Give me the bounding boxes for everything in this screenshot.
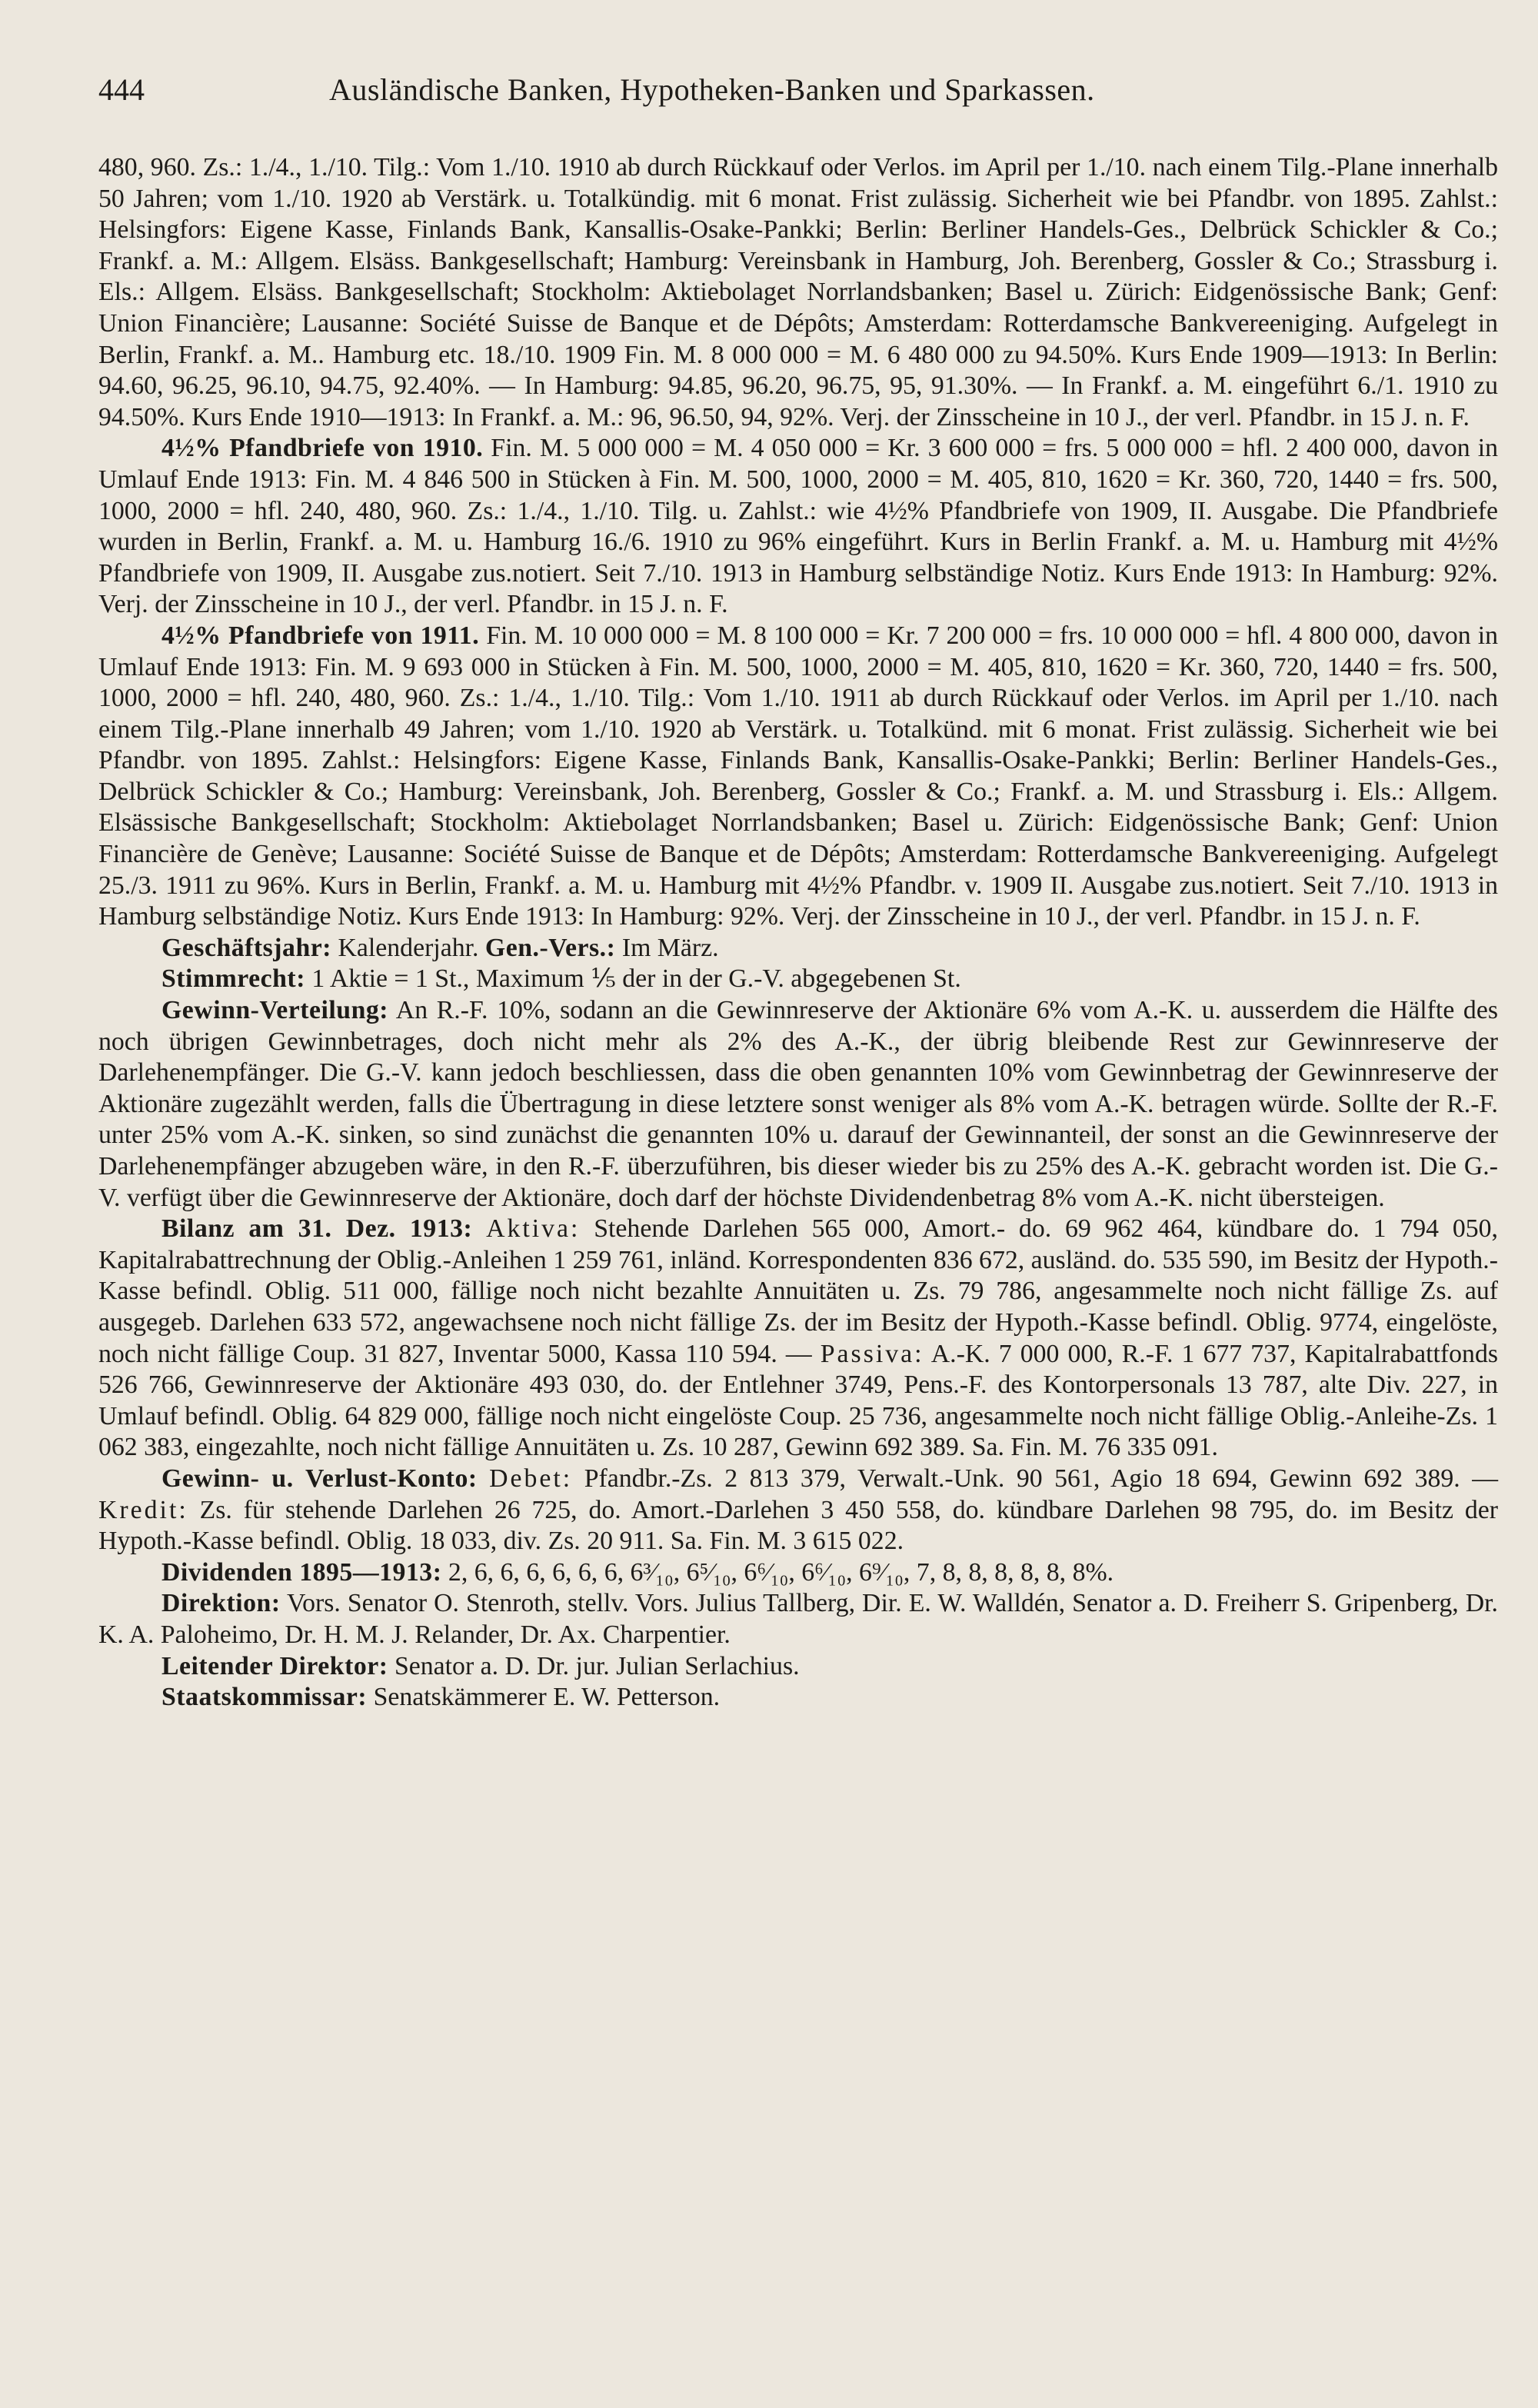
paragraph-text: Fin. M. 5 000 000 = M. 4 050 000 = Kr. 3 600 000 = frs. 5 000 000 = hfl. 2 400 000, davon in Umlauf Ende 1913: Fin. M. 4 846 500 in Stücken à Fin. M. 500, 1000, 2000 = M. 405, 810, 1620 = Kr. 360, 720, 1440 = frs. 500, 1000, 2000 = hfl. 240, 480, 960. Zs.: 1./4., 1./10. Tilg. u. Zahlst.: wie 4½% Pfandbriefe von 1909, II. Ausgabe. Die Pfandbriefe wurden in Berlin, Frankf. a. M. u. Hamburg 16./6. 1910 zu 96% eingeführt. Kurs in Berlin Frankf. a. M. u. Hamburg mit 4½% Pfandbriefe von 1909, II. Ausgabe zus.notiert. Seit 7./10. 1913 in Hamburg selbständige Notiz. Kurs Ende 1913: In Hamburg: 92%. Verj. der Zinsscheine in 10 J., der verl. Pfandbr. in 15 J. n. F. <box>98 434 1498 619</box>
paragraph-bilanz <box>98 1214 1498 1464</box>
paragraph-text: An R.-F. 10%, sodann an die Gewinnreserve der Aktionäre 6% vom A.-K. u. ausserdem die Hälfte des noch übrigen Gewinnbetrages, doch nicht mehr als 2% des A.-K., der übrig bleibende Rest zur Gewinnreserve der Darlehenempfänger. Die G.-V. kann jedoch beschliessen, dass die oben genannten 10% vom Gewinnbetrag der Gewinnreserve der Aktionäre zugezählt werden, falls die Übertragung in diese letztere sonst weniger als 8% vom A.-K. betragen würde. Sollte der R.-F. unter 25% vom A.-K. sinken, so sind zunächst die genannten 10% u. darauf der Gewinnanteil, der sonst an die Gewinnreserve der Darlehenempfänger abzugeben wäre, in den R.-F. überzuführen, bis dieser wieder bis zu 25% des A.-K. gebracht worden ist. Die G.-V. verfügt über die Gewinnreserve der Aktionäre, doch darf der höchste Dividendenbetrag 8% vom A.-K. nicht übersteigen. <box>98 996 1498 1212</box>
section-heading: 4½% Pfandbriefe von 1911. <box>161 621 480 650</box>
paragraph-gewinn-verlust <box>98 1464 1498 1557</box>
paragraph-text: Senatskämmerer E. W. Petterson. <box>373 1683 721 1712</box>
paragraph-text: 2, 6, 6, 6, 6, 6, 6, 6³⁄₁₀, 6⁵⁄₁₀, 6⁶⁄₁₀, 6⁶⁄₁₀, 6⁹⁄₁₀, 7, 8, 8, 8, 8, 8, 8%. <box>448 1557 1114 1587</box>
section-heading: Geschäftsjahr: <box>161 933 332 962</box>
paragraph-text: Fin. M. 10 000 000 = M. 8 100 000 = Kr. 7 200 000 = frs. 10 000 000 = hfl. 4 800 000, davon in Umlauf Ende 1913: Fin. M. 9 693 000 in Stücken à Fin. M. 500, 1000, 2000 = M. 405, 810, 1620 = Kr. 360, 720, 1440 = frs. 500, 1000, 2000 = hfl. 240, 480, 960. Zs.: 1./4., 1./10. Tilg.: Vom 1./10. 1911 ab durch Rückkauf oder Verlos. im April per 1./10. nach einem Tilg.-Plane innerhalb 49 Jahren; vom 1./10. 1920 ab Verstärk. u. Totalkünd. mit 6 monat. Frist zulässig. Sicherheit wie bei Pfandbr. von 1895. Zahlst.: Helsingfors: Eigene Kasse, Finlands Bank, Kansallis-Osake-Pankki; Berlin: Berliner Handels-Ges., Delbrück Schickler & Co.; Hamburg: Vereinsbank, Joh. Berenberg, Gossler & Co.; Frankf. a. M. und Strassburg i. Els.: Allgem. Elsässische Bankgesellschaft; Stockholm: Aktiebolaget Norrlandsbanken; Basel u. Zürich: Eidgenössische Bank; Genf: Union Financière de Genève; Lausanne: Société Suisse de Banque et de Dépôts; Amsterdam: Rotterdamsche Bankvereeniging. Aufgelegt 25./3. 1911 zu 96%. Kurs in Berlin, Frankf. a. M. u. Hamburg mit 4½% Pfandbr. v. 1909 II. Ausgabe zus.notiert. Seit 7./10. 1913 in Hamburg selbständige Notiz. Kurs Ende 1913: In Hamburg: 92%. Verj. der Zinsscheine in 10 J., der verl. Pfandbr. in 15 J. n. F. <box>98 621 1499 931</box>
paragraph-text: Vors. Senator O. Stenroth, stellv. Vors. Julius Tallberg, Dir. E. W. Walldén, Senator a. D. Freiherr S. Gripenberg, Dr. K. A. Paloheimo, Dr. H. M. J. Relander, Dr. Ax. Charpentier. <box>98 1589 1498 1649</box>
running-title: Ausländische Banken, Hypotheken-Banken und Sparkassen. <box>329 72 1095 107</box>
page-body <box>98 152 1498 1714</box>
debet-label: Debet: <box>489 1464 573 1493</box>
aktiva-label: Aktiva: <box>486 1214 581 1244</box>
page-header <box>98 71 1483 109</box>
paragraph-gewinn-verteilung <box>98 995 1498 1214</box>
passiva-label: Passiva: <box>820 1339 924 1368</box>
paragraph-text: Im März. <box>621 933 719 962</box>
section-heading: Leitender Direktor: <box>161 1651 388 1680</box>
paragraph-text: A.-K. 7 000 000, R.-F. 1 677 737, Kapitalrabattfonds 526 766, Gewinnreserve der Aktionäre 493 030, do. der Entlehner 3749, Pens.-F. des Kontorpersonals 13 787, alte Div. 227, in Umlauf befindl. Oblig. 64 829 000, fällige noch nicht eingelöste Coup. 25 736, angesammelte noch nicht fällige Oblig.-Anleihe-Zs. 1 062 383, eingezahlte, noch nicht fällige Annuitäten u. Zs. 10 287, Gewinn 692 389. Sa. Fin. M. 76 335 091. <box>98 1339 1498 1462</box>
paragraph-geschaeftsjahr <box>98 933 1498 964</box>
paragraph-direktion <box>98 1588 1498 1650</box>
kredit-label: Kredit: <box>98 1495 188 1524</box>
paragraph-staatskommissar <box>98 1682 1498 1714</box>
paragraph-stimmrecht <box>98 964 1498 995</box>
section-heading: Stimmrecht: <box>161 964 305 994</box>
paragraph-text: 480, 960. Zs.: 1./4., 1./10. Tilg.: Vom 1./10. 1910 ab durch Rückkauf oder Verlos. im April per 1./10. nach einem Tilg.-Plane innerhalb 50 Jahren; vom 1./10. 1920 ab Verstärk. u. Totalkündig. mit 6 monat. Frist zulässig. Sicherheit wie bei Pfandbr. von 1895. Zahlst.: Helsingfors: Eigene Kasse, Finlands Bank, Kansallis-Osake-Pankki; Berlin: Berliner Handels-Ges., Delbrück Schickler & Co.; Frankf. a. M.: Allgem. Elsäss. Bankgesellschaft; Hamburg: Vereinsbank in Hamburg, Joh. Berenberg, Gossler & Co.; Strassburg i. Els.: Allgem. Elsäss. Bankgesellschaft; Stockholm: Aktiebolaget Norrlandsbanken; Basel u. Zürich: Eidgenössische Bank; Genf: Union Financière; Lausanne: Société Suisse de Banque et de Dépôts; Amsterdam: Rotterdamsche Bankvereeniging. Aufgelegt in Berlin, Frankf. a. M.. Hamburg etc. 18./10. 1909 Fin. M. 8 000 000 = M. 6 480 000 zu 94.50%. Kurs Ende 1909—1913: In Berlin: 94.60, 96.25, 96.10, 94.75, 92.40%. — In Hamburg: 94.85, 96.20, 96.75, 95, 91.30%. — In Frankf. a. M. eingeführt 6./1. 1910 zu 94.50%. Kurs Ende 1910—1913: In Frankf. a. M.: 96, 96.50, 94, 92%. Verj. der Zinsscheine in 10 J., der verl. Pfandbr. in 15 J. n. F. <box>98 153 1498 431</box>
paragraph-text: Senator a. D. Dr. jur. Julian Serlachius. <box>394 1651 800 1680</box>
section-heading: Gen.-Vers.: <box>484 933 616 962</box>
paragraph-text: Pfandbr.-Zs. 2 813 379, Verwalt.-Unk. 90 561, Agio 18 694, Gewinn 692 389. — <box>584 1464 1499 1493</box>
section-heading: Gewinn- u. Verlust-Konto: <box>161 1464 478 1493</box>
section-heading: Direktion: <box>161 1589 281 1618</box>
page-number: 444 <box>98 72 145 107</box>
paragraph-dividenden <box>98 1557 1498 1589</box>
paragraph-continuation <box>98 152 1498 433</box>
paragraph-pfandbriefe-1911 <box>98 621 1498 933</box>
paragraph-text: Kalenderjahr. <box>338 933 479 962</box>
section-heading: 4½% Pfandbriefe von 1910. <box>161 434 484 463</box>
paragraph-pfandbriefe-1910 <box>98 433 1498 621</box>
paragraph-text: 1 Aktie = 1 St., Maximum ⅕ der in der G.-V. abgegebenen St. <box>311 964 961 994</box>
paragraph-leitender-direktor <box>98 1651 1498 1683</box>
section-heading: Gewinn-Verteilung: <box>161 996 389 1025</box>
paragraph-text: Zs. für stehende Darlehen 26 725, do. Amort.-Darlehen 3 450 558, do. kündbare Darlehen 98 795, do. im Besitz der Hypoth.-Kasse befindl. Oblig. 18 033, div. Zs. 20 911. Sa. Fin. M. 3 615 022. <box>98 1495 1498 1556</box>
section-heading: Bilanz am 31. Dez. 1913: <box>161 1214 473 1244</box>
section-heading: Staatskommissar: <box>161 1683 368 1712</box>
section-heading: Dividenden 1895—1913: <box>161 1557 442 1587</box>
paragraph-text: Stehende Darlehen 565 000, Amort.- do. 69 962 464, kündbare do. 1 794 050, Kapitalrabattrechnung der Oblig.-Anleihen 1 259 761, inländ. Korrespondenten 836 672, ausländ. do. 535 590, im Besitz der Hypoth.-Kasse befindl. Oblig. 511 000, fällige noch nicht bezahlte Annuitäten u. Zs. 79 786, angesammelte noch nicht fällige Zs. auf ausgegeb. Darlehen 633 572, angewachsene noch nicht fällige Zs. der im Besitz der Hypoth.-Kasse befindl. Oblig. 9774, eingelöste, noch nicht fällige Coup. 31 827, Inventar 5000, Kassa 110 594. — <box>98 1214 1498 1368</box>
